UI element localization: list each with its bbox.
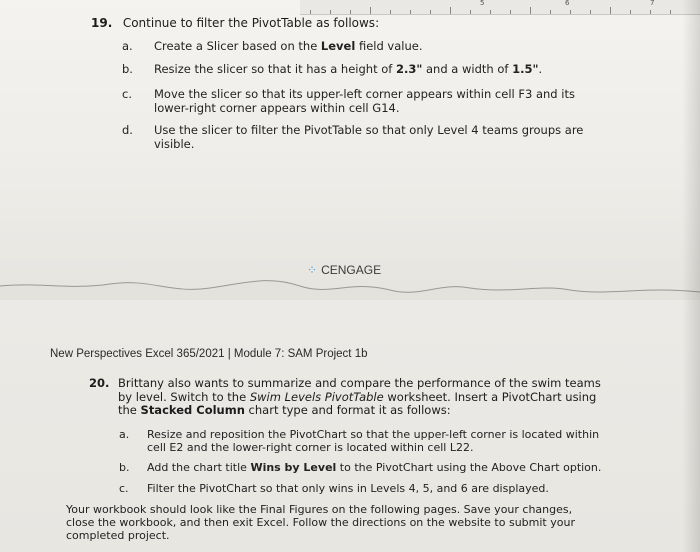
step-text: Resize and reposition the PivotChart so that the upper-left corner is located within cell E2 and the lower-right corner is located within cell L22. (147, 428, 600, 454)
question-19-heading (91, 16, 379, 30)
step-letter: c. (122, 87, 132, 101)
step-text: Move the slicer so that its upper-left corner appears within cell F3 and its lower-right corner appears within cell G14. (154, 87, 575, 115)
question-intro: Continue to filter the PivotTable as follows: (122, 16, 380, 30)
ruler (300, 0, 700, 15)
step-letter: d. (122, 123, 133, 137)
step-letter: a. (119, 428, 130, 441)
ruler-number-5: 5 (480, 0, 485, 7)
question-number: 20. (89, 376, 110, 390)
step-text: Use the slicer to filter the PivotTable so that only Level 4 teams groups are visible. (154, 123, 584, 151)
cengage-dots-icon: ⁘ (307, 263, 318, 277)
step-letter: b. (119, 461, 130, 474)
step-letter: b. (122, 62, 133, 76)
step-letter: c. (119, 482, 129, 495)
closing-instructions: Your workbook should look like the Final Figures on the following pages. Save your changes, close the workbook, and then exit Excel. Follow the directions on the website to submit your completed project. (66, 503, 575, 542)
question-20-text: Brittany also wants to summarize and compare the performance of the swim teams by level. Switch to the Swim Levels PivotTable worksheet. Insert a PivotChart using the Stacked Column chart type and format it as follows: (118, 376, 601, 417)
step-text: Filter the PivotChart so that only wins in Levels 4, 5, and 6 are displayed. (147, 482, 549, 495)
step-letter: a. (122, 39, 133, 53)
step-text: Add the chart title Wins by Level to the PivotChart using the Above Chart option. (147, 461, 602, 474)
cengage-logo: ⁘ CENGAGE (307, 263, 382, 277)
ruler-number-6: 6 (565, 0, 570, 7)
step-text: Create a Slicer based on the Level field value. (154, 39, 423, 53)
module-title: New Perspectives Excel 365/2021 | Module 7: SAM Project 1b (50, 348, 368, 360)
ruler-number-7: 7 (650, 0, 655, 7)
step-text: Resize the slicer so that it has a height of 2.3" and a width of 1.5". (154, 62, 543, 76)
question-number: 19. (91, 16, 113, 30)
photo-shadow (682, 0, 700, 552)
